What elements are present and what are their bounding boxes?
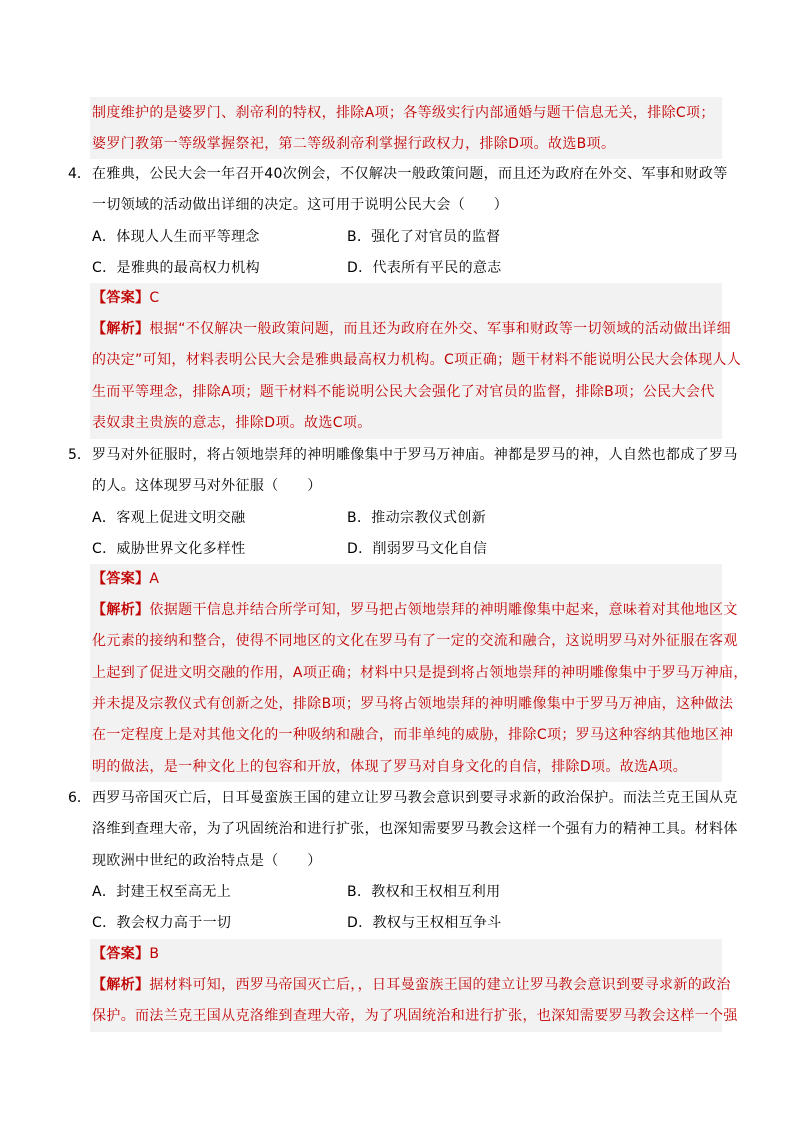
option-d: D．教权与王权相互争斗 <box>347 915 502 931</box>
option-c: C．教会权力高于一切 <box>92 915 232 931</box>
analysis-tag: 【解析】 <box>92 602 150 618</box>
option-b: B．教权和王权相互利用 <box>347 884 501 900</box>
answer-value: A <box>149 571 160 587</box>
answer-line <box>92 944 159 964</box>
analysis-line <box>92 319 731 339</box>
option-c: C．威胁世界文化多样性 <box>92 541 246 557</box>
question-stem: 罗马对外征服时，将占领地崇拜的神明雕像集中于罗马万神庙。神都是罗马的神，人自然也都成了罗马 <box>92 447 738 463</box>
analysis-text: 根据“不仅解决一般政策问题，而且还为政府在外交、军事和财政等一切领域的活动做出详细 <box>149 321 732 337</box>
analysis-tag: 【解析】 <box>92 977 150 993</box>
analysis-line <box>92 600 738 620</box>
prev-explanation-line: 婆罗门教第一等级掌握祭祀，第二等级刹帝利掌握行政权力，排除D项。故选B项。 <box>92 136 616 152</box>
analysis-text: 生而平等理念，排除A项；题干材料不能说明公民大会强化了对官员的监督，排除B项；公民大会代 <box>92 384 715 400</box>
analysis-line <box>92 975 731 995</box>
analysis-tag: 【解析】 <box>92 321 150 337</box>
analysis-text: 在一定程度上是对其他文化的一种吸纳和融合，而非单纯的威胁，排除C项；罗马这种容纳其他地区神 <box>92 727 734 743</box>
analysis-text: 保护。而法兰克王国从克洛维到查理大帝，为了巩固统治和进行扩张，也深知需要罗马教会这样一个强 <box>92 1008 738 1024</box>
question-number: 4． <box>68 166 91 182</box>
question-stem: 现欧洲中世纪的政治特点是（ ） <box>92 853 322 869</box>
question-stem: 在雅典，公民大会一年召开40次例会，不仅解决一般政策问题，而且还为政府在外交、军事和财政等 <box>92 166 728 182</box>
answer-line <box>92 288 160 308</box>
analysis-text: 表奴隶主贵族的意志，排除D项。故选C项。 <box>92 415 372 431</box>
question-stem: 的人。这体现罗马对外征服（ ） <box>92 478 322 494</box>
answer-tag: 【答案】 <box>92 571 150 587</box>
answer-value: B <box>149 946 160 962</box>
option-c: C．是雅典的最高权力机构 <box>92 260 260 276</box>
answer-tag: 【答案】 <box>92 946 150 962</box>
analysis-text: 依据题干信息并结合所学可知，罗马把占领地崇拜的神明雕像集中起来，意味着对其他地区文 <box>149 602 738 618</box>
option-a: A．封建王权至高无上 <box>92 884 232 900</box>
question-stem: 西罗马帝国灭亡后，日耳曼蛮族王国的建立让罗马教会意识到要寻求新的政治保护。而法兰克王国从克 <box>92 790 738 806</box>
option-b: B．强化了对官员的监督 <box>347 229 501 245</box>
analysis-text: 据材料可知，西罗马帝国灭亡后，，日耳曼蛮族王国的建立让罗马教会意识到要寻求新的政治 <box>149 977 731 993</box>
analysis-text: 上起到了促进文明交融的作用，A项正确；材料中只是提到将占领地崇拜的神明雕像集中于罗马万神庙， <box>92 665 748 681</box>
analysis-text: 的决定”可知，材料表明公民大会是雅典最高权力机构。C项正确；题干材料不能说明公民大会体现人人 <box>92 352 742 368</box>
option-d: D．代表所有平民的意志 <box>347 260 502 276</box>
question-number: 5． <box>68 447 91 463</box>
question-stem: 洛维到查理大帝，为了巩固统治和进行扩张，也深知需要罗马教会这样一个强有力的精神工具。材料体 <box>92 821 738 837</box>
option-d: D．削弱罗马文化自信 <box>347 541 488 557</box>
option-a: A．客观上促进文明交融 <box>92 510 246 526</box>
analysis-text: 明的做法，是一种文化上的包容和开放，体现了罗马对自身文化的自信，排除D项。故选A项。 <box>92 759 688 775</box>
answer-line <box>92 569 159 589</box>
option-a: A．体现人人生而平等理念 <box>92 229 260 245</box>
question-number: 6． <box>68 790 91 806</box>
answer-value: C <box>149 290 160 306</box>
answer-tag: 【答案】 <box>92 290 150 306</box>
analysis-text: 化元素的接纳和整合，使得不同地区的文化在罗马有了一定的交流和融合，这说明罗马对外征服在客观 <box>92 633 738 649</box>
analysis-text: 并未提及宗教仪式有创新之处，排除B项；罗马将占领地崇拜的神明雕像集中于罗马万神庙，这种做法 <box>92 696 734 712</box>
option-b: B．推动宗教仪式创新 <box>347 510 487 526</box>
prev-explanation-line: 制度维护的是婆罗门、刹帝利的特权，排除A项；各等级实行内部通婚与题干信息无关，排除C项； <box>92 105 715 121</box>
question-stem: 一切领域的活动做出详细的决定。这可用于说明公民大会（ ） <box>92 197 509 213</box>
